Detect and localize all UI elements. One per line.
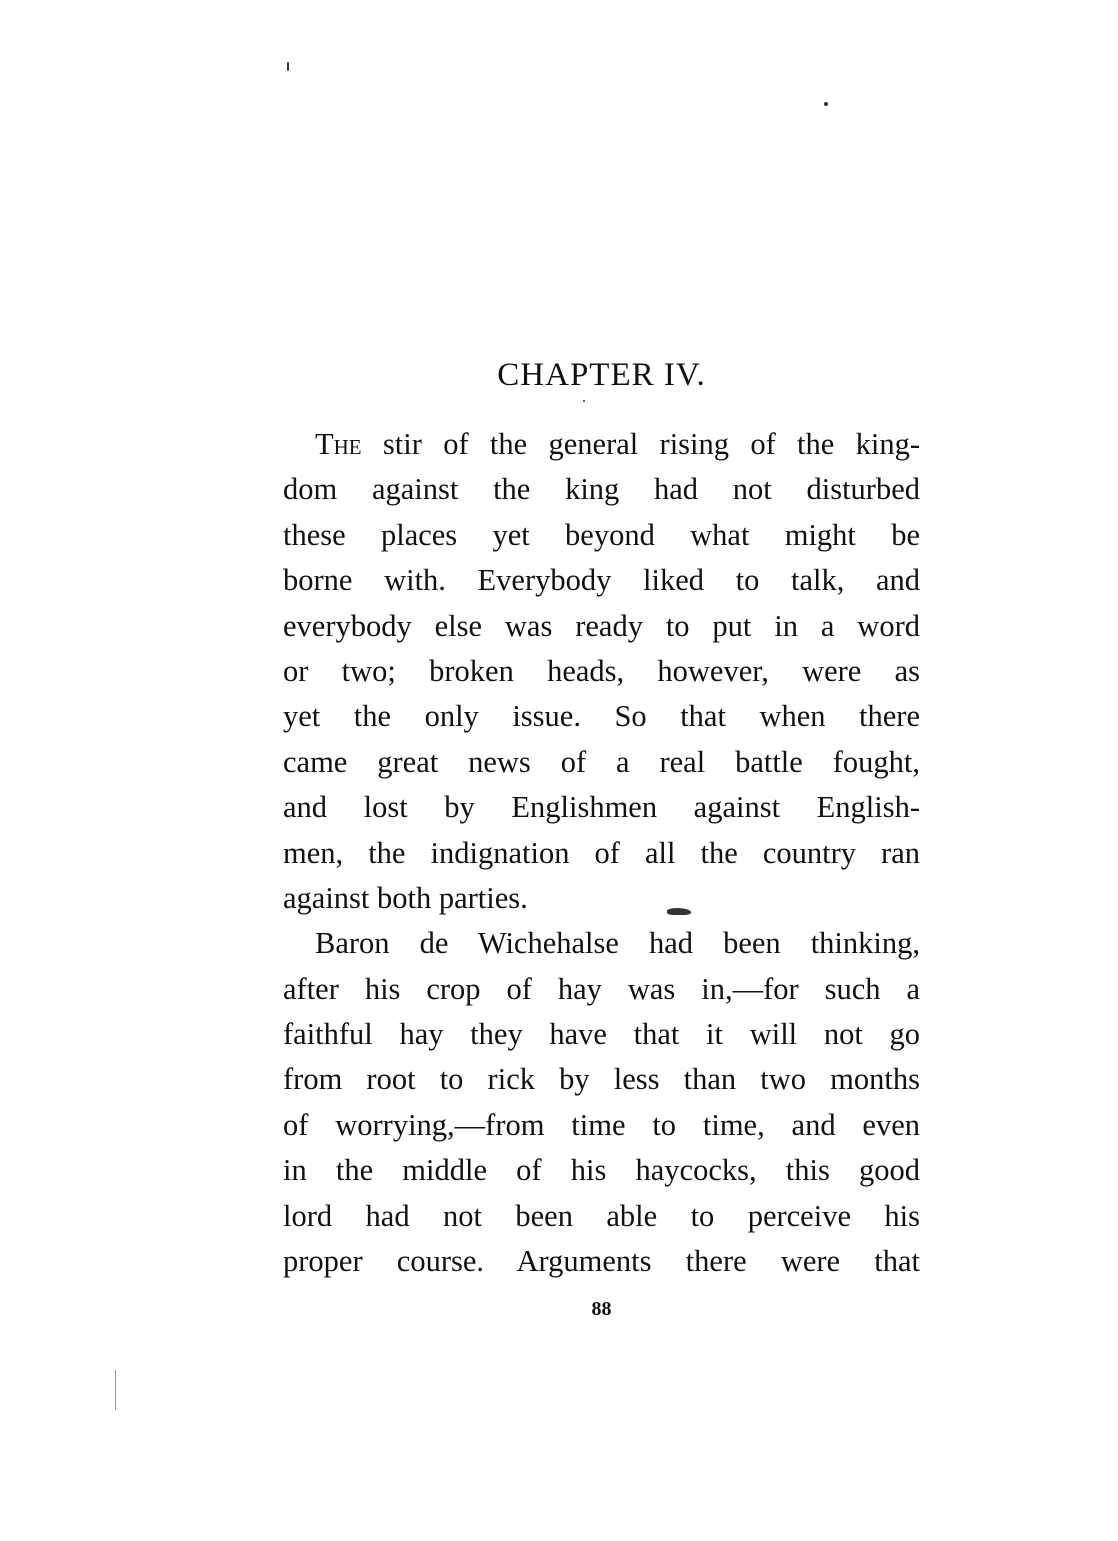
text-line: The stir of the general rising of the king- xyxy=(315,427,920,461)
text-line: borne with. Everybody liked to talk, and xyxy=(283,563,920,598)
text-line: of worrying,—from time to time, and even xyxy=(283,1107,920,1142)
text-line: dom against the king had not disturbed xyxy=(283,472,920,507)
scan-speck xyxy=(824,102,828,106)
text-line: faithful hay they have that it will not go xyxy=(283,1017,920,1052)
scan-speck xyxy=(583,400,585,402)
page-number: 88 xyxy=(591,1298,612,1320)
chapter-heading: CHAPTER IV. xyxy=(497,357,706,393)
text-line: yet the only issue. So that when there xyxy=(283,699,920,734)
text-line: came great news of a real battle fought, xyxy=(283,744,920,779)
text-line: and lost by Englishmen against English- xyxy=(283,790,920,825)
text-line: everybody else was ready to put in a word xyxy=(283,608,920,643)
body-text xyxy=(283,422,920,1284)
text-line: Baron de Wichehalse had been thinking, xyxy=(315,926,920,961)
text-line: proper course. Arguments there were that xyxy=(283,1244,920,1279)
scan-speck xyxy=(115,1370,116,1410)
text-line: or two; broken heads, however, were as xyxy=(283,653,920,688)
text-line: men, the indignation of all the country ran xyxy=(283,835,920,870)
text-line: against both parties. xyxy=(283,880,528,915)
lead-word: The xyxy=(315,427,362,461)
text-line: in the middle of his haycocks, this good xyxy=(283,1153,920,1188)
text-line: from root to rick by less than two months xyxy=(283,1062,920,1097)
text-line: these places yet beyond what might be xyxy=(283,517,920,552)
scan-speck xyxy=(287,62,289,71)
text-line: after his crop of hay was in,—for such a xyxy=(283,971,920,1006)
text-line: lord had not been able to perceive his xyxy=(283,1198,920,1233)
